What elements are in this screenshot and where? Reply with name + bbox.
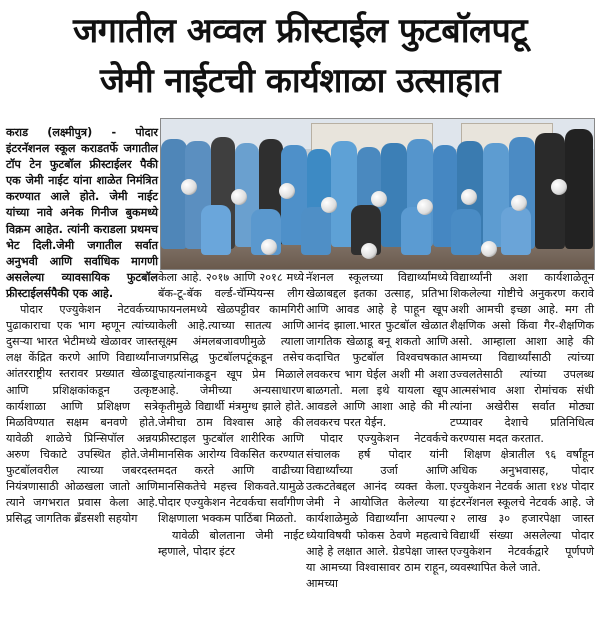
headline-line-2: जेमी नाईटची कार्यशाळा उत्साहात bbox=[99, 61, 501, 101]
football bbox=[361, 243, 377, 259]
headline-line-1: जगातील अव्वल फ्रीस्टाईल फुटबॉलपटू bbox=[73, 11, 527, 51]
football bbox=[481, 241, 497, 257]
football bbox=[461, 189, 477, 205]
person bbox=[565, 129, 593, 249]
article-paragraph: नॅशनल स्कूलच्या विद्यार्थ्यांमध्ये खेळाबद्दल इतका उत्साह, प्रतिभा आणि आवड आहे हे पाहून खूप आनंद झाला.भारत फुटबॉल खेळात जागतिक खेळाडू बनू शकतो आणि कदाचित फुटबॉल विश्वचषकात लवकरच भाग घेईल अशी मी अशा बाळगतो. मला इथे यायला खूप आवडले आणि आशा आहे की मी लवकरच परत येईन. bbox=[306, 271, 448, 429]
group-photo bbox=[160, 118, 595, 270]
article-paragraph: यावेळी बोलताना जेमी नाईट म्हणाले, पोदार इंटर bbox=[158, 528, 304, 558]
article-column-4 bbox=[450, 270, 594, 576]
article-paragraph: केला आहे. २०१७ आणि २०१८ मध्ये बॅक-टू-बॅक वर्ल्ड-चॅम्पियन्स लीग फायनलमध्ये खेळपट्टीवर कामगिरी केली आहे.त्याच्या सातत्य आणि सूक्ष्म अंमलबजावणीमुळे त्याला जगप्रसिद्ध फुटबॉलपटूंकडून तसेच चाहत्यांनाकडून खूप प्रेम मिळाले आहे. जेमीच्या अन्यसाधारण कृतीमुळे विद्यार्थी मंत्रमुग्ध झाले होते. जेमीचा ठाम विश्वास आहे की फ्रीस्टाइल फुटबॉल शारीरिक आणि मानसिक आरोग्य विकसित करण्यात मदत करते आणि वाढीच्या मानसिकतेचे महत्त्व शिकवते.यामुळे पोदार एज्युकेशन नेटवर्कचा सर्वांगीण शिक्षणाला भक्कम पाठिंबा मिळतो. bbox=[158, 271, 304, 526]
football bbox=[371, 191, 387, 207]
football bbox=[321, 197, 337, 213]
football bbox=[181, 179, 197, 195]
article-paragraph: पोदार एज्युकेशन नेटवर्कचे संचालक हर्ष पोदार यांनी विद्यार्थ्यांच्या उर्जा आणि उत्कटतेबद्दल आनंद व्यक्त केला. जेमी ने आयोजित केलेल्या या कार्यशाळेमुळे विद्यार्थ्यांना आपल्या ध्येयाविषयी फोकस ठेवणे महत्वाचे आहे हे लक्षात आले. ग्रेडपेक्षा जास्त या आमच्या विश्वासावर ठाम राहून, आमच्या bbox=[306, 431, 448, 590]
article-paragraph: पोदार एज्युकेशन नेटवर्कच्या पुढाकाराचा एक भाग म्हणून त्यांच्या दुसऱ्या भारत भेटीमध्ये खेळावर जास्त लक्ष केंद्रित करणे आणि विद्यार्थ्यांना आंतरराष्ट्रीय स्तरावर प्रख्यात खेळाडू आणि प्रशिक्षकांकडून उत्कृष्ट कार्यशाळा आणि प्रशिक्षण सत्रे मिळविण्यात सक्षम बनवणे होते. यावेळी शाळेचे प्रिन्सिपॉल अन्नय अरुण चिकाटे उपस्थित होते.जेमी फुटबॉलवरील त्याच्या जबरदस्त नियंत्रणासाठी ओळखला जातो आणि त्याने जगभरात प्रवास केला आहे. प्रसिद्ध जागतिक ब्रँडसशी सहयोग bbox=[6, 303, 158, 526]
football bbox=[261, 239, 277, 255]
article-column-3 bbox=[306, 270, 448, 592]
football bbox=[511, 195, 527, 211]
football bbox=[551, 179, 567, 195]
article-paragraph: विद्यार्थ्यांनी अशा कार्यशाळेतून शिकलेल्या गोष्टीचे अनुकरण करावे अशी आमची इच्छा आहे. मग ती शैक्षणिक असो किंवा गैर-शैक्षणिक असो. आम्हाला आशा आहे की आमच्या विद्यार्थ्यांसाठी त्यांच्या उज्वलतेसाठी त्यांच्या उपलब्ध आत्मसंभाव अशा रोमांचक संधी त्यांना अखेरीस सर्वात मोठ्या टप्प्यावर देशाचे प्रतिनिधित्व करण्यास मदत करतात. bbox=[450, 271, 594, 445]
headline bbox=[0, 0, 600, 112]
article-column-2 bbox=[158, 270, 304, 560]
article-paragraph: शिक्षण क्षेत्रातील ९६ वर्षांहून अधिक अनुभवासह, पोदार एज्युकेशन नेटवर्क आता १४४ पोदार इंटरनॅशनल स्कूलचे नेटवर्क आहे. जे २ लाख ३० हजारपेक्षा जास्त विद्यार्थी संख्या असलेल्या पोदार एज्युकेशन नेटवर्कद्वारे पूर्णपणे व्यवस्थापित केले जाते. bbox=[450, 448, 594, 574]
person bbox=[201, 205, 231, 255]
football bbox=[231, 189, 247, 205]
person bbox=[161, 139, 187, 249]
football bbox=[279, 183, 295, 199]
person bbox=[451, 209, 481, 255]
person bbox=[501, 207, 531, 255]
article-column-1 bbox=[6, 125, 158, 527]
article-lead: कराड (लक्ष्मीपुत्र) - पोदार इंटरनॅशनल स्कूल कराडतर्फे जगातील टॉप टेन फुटबॉल फ्रीस्टाईलर पैकी एक जेमी नाईट यांना शाळेत निमंत्रित करण्यात आले होते. जेमी नाईट यांच्या नावे अनेक गिनीज बुकमध्ये विक्रम आहेत. त्यांनी कराडला प्रथमच भेट दिली.जेमी जगातील सर्वात अनुभवी आणि सर्वाधिक मागणी असलेल्या व्यावसायिक फुटबॉल फ्रीस्टाईलर्सपैकी एक आहे. bbox=[6, 126, 158, 300]
football bbox=[417, 199, 433, 215]
person bbox=[301, 207, 331, 255]
